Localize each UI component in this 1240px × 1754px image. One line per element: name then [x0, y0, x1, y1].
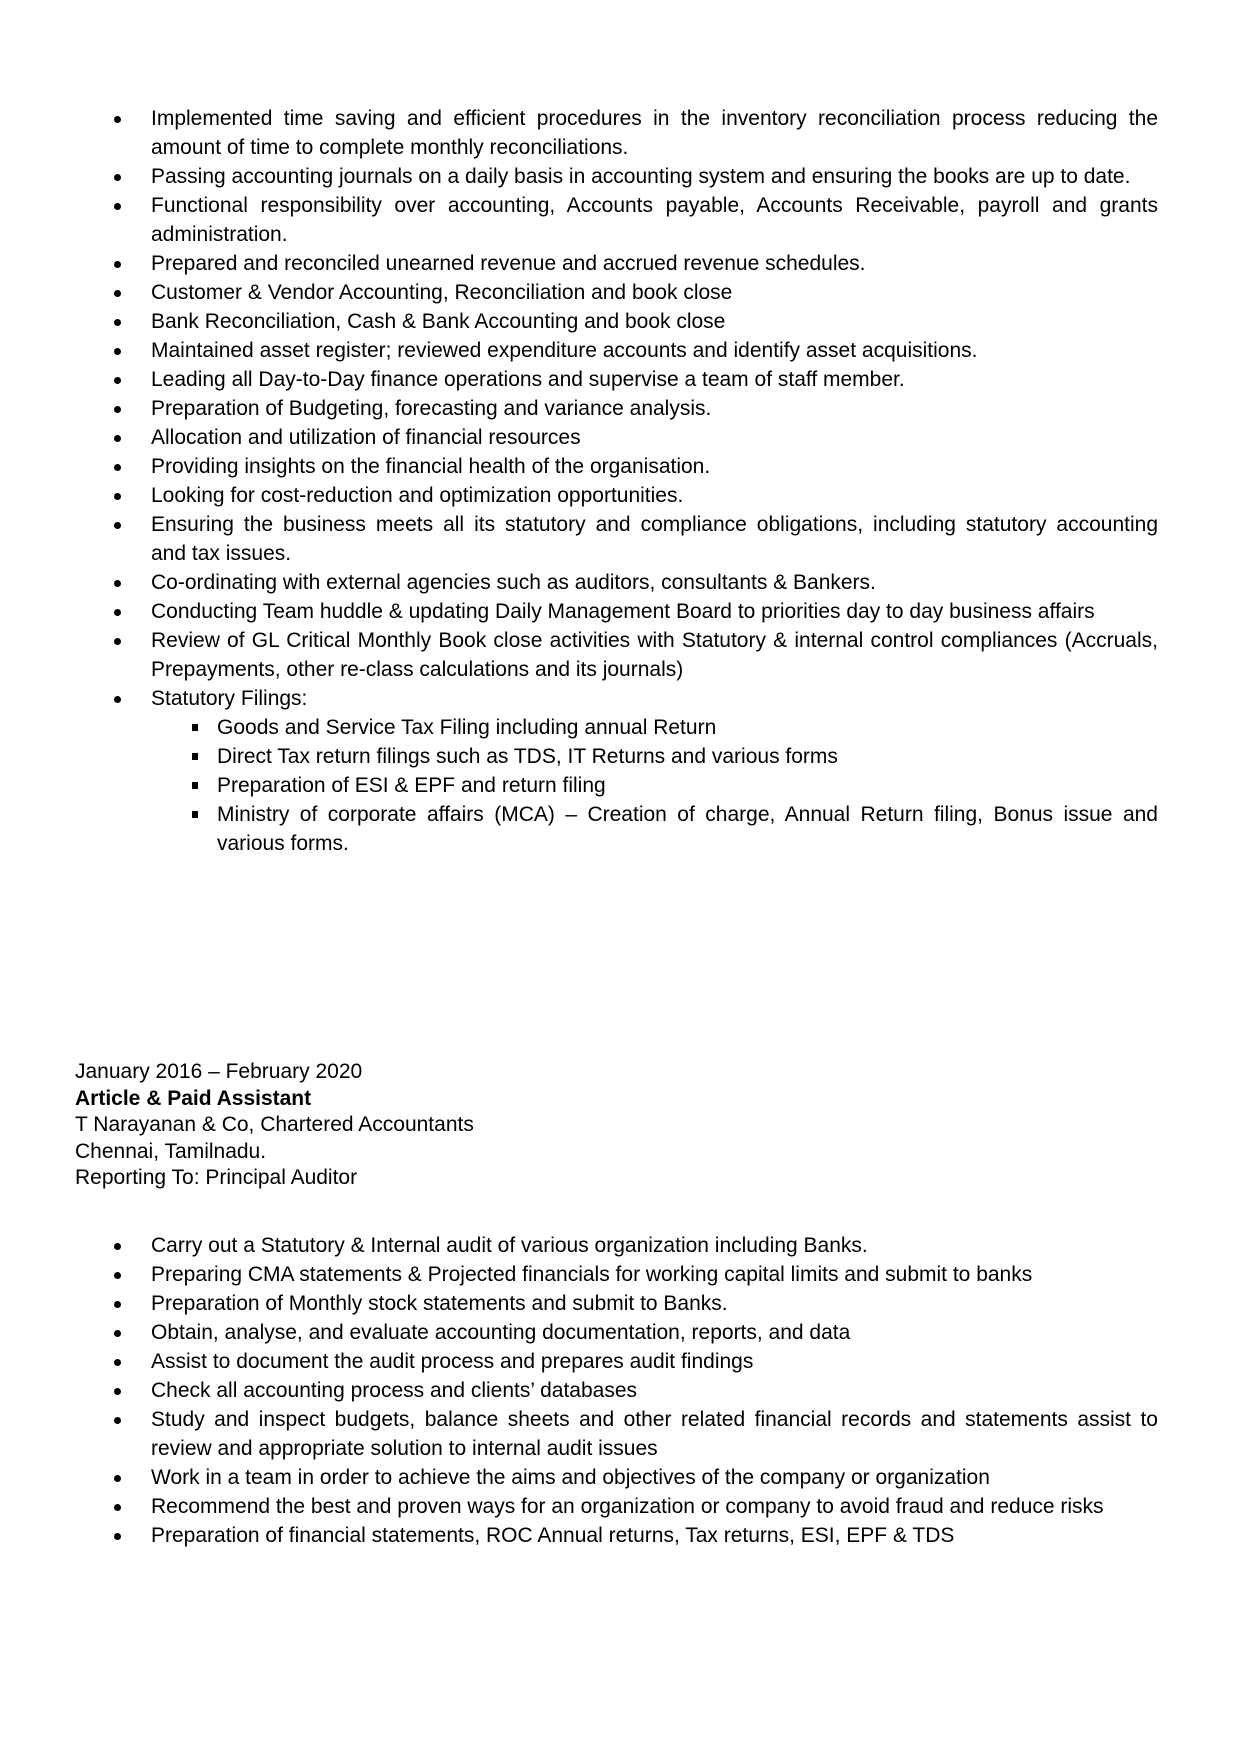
list-item-text: Providing insights on the financial health of the organisation. [151, 455, 711, 478]
list-item-text: Preparing CMA statements & Projected financials for working capital limits and submit to banks [151, 1263, 1033, 1286]
bullet-icon [114, 1388, 121, 1395]
list-item-text: Study and inspect budgets, balance sheets and other related financial records and statements assist to review and appropriate solution to internal audit issues [151, 1408, 1158, 1460]
list-item-text: Allocation and utilization of financial resources [151, 426, 581, 449]
sublist-item [110, 771, 1158, 800]
bullet-icon [114, 696, 121, 703]
list-item [110, 568, 1158, 597]
list-item [110, 423, 1158, 452]
list-item-text: Recommend the best and proven ways for an organization or company to avoid fraud and reduce risks [151, 1495, 1104, 1518]
sublist-item-text: Ministry of corporate affairs (MCA) – Creation of charge, Annual Return filing, Bonus issue and various forms. [217, 803, 1158, 855]
list-item-text: Implemented time saving and efficient procedures in the inventory reconciliation process reducing the amount of time to complete monthly reconciliations. [151, 107, 1158, 159]
list-item [110, 1376, 1158, 1405]
job-period: January 2016 – February 2020 [75, 1060, 363, 1083]
list-item-text: Check all accounting process and clients’ databases [151, 1379, 638, 1402]
list-item [110, 510, 1176, 568]
list-item-text: Carry out a Statutory & Internal audit of various organization including Banks. [151, 1234, 868, 1257]
list-item [110, 626, 1158, 684]
list-item [110, 1318, 1158, 1347]
sublist-item-text: Preparation of ESI & EPF and return filing [217, 774, 606, 797]
square-bullet-icon [192, 811, 198, 818]
list-item [110, 191, 1158, 249]
bullet-icon [114, 435, 121, 442]
list-item-text: Leading all Day-to-Day finance operations and supervise a team of staff member. [151, 368, 905, 391]
list-item [110, 394, 1158, 423]
bullet-icon [114, 174, 121, 181]
list-item-text: Maintained asset register; reviewed expenditure accounts and identify asset acquisitions. [151, 339, 978, 362]
sublist-item [110, 713, 1158, 742]
job-company: T Narayanan & Co, Chartered Accountants [75, 1113, 474, 1136]
bullet-icon [114, 580, 121, 587]
list-item [110, 104, 1158, 162]
list-item [110, 1463, 1158, 1492]
bullet-icon [114, 1330, 121, 1337]
bullet-icon [114, 1359, 121, 1366]
list-item-text: Assist to document the audit process and prepares audit findings [151, 1350, 754, 1373]
bullet-icon [114, 1417, 121, 1424]
bullet-icon [114, 377, 121, 384]
list-item-text: Preparation of financial statements, ROC Annual returns, Tax returns, ESI, EPF & TDS [151, 1524, 955, 1547]
job-header [75, 1059, 474, 1192]
bullet-icon [114, 261, 121, 268]
bullet-icon [114, 464, 121, 471]
list-item-text: Conducting Team huddle & updating Daily Management Board to priorities day to day business affairs [151, 600, 1095, 623]
bullet-icon [114, 522, 121, 529]
bullet-icon [114, 348, 121, 355]
bullet-icon [114, 609, 121, 616]
statutory-filings-sublist [110, 713, 1158, 858]
bullet-icon [114, 116, 121, 123]
sublist-item [110, 800, 1158, 858]
list-item-text: Bank Reconciliation, Cash & Bank Accounting and book close [151, 310, 726, 333]
square-bullet-icon [192, 724, 198, 731]
list-item-text: Preparation of Monthly stock statements and submit to Banks. [151, 1292, 728, 1315]
list-item-text: Work in a team in order to achieve the aims and objectives of the company or organization [151, 1466, 990, 1489]
list-item [110, 1347, 1158, 1376]
list-item-text: Obtain, analyse, and evaluate accounting documentation, reports, and data [151, 1321, 851, 1344]
list-item [110, 307, 1158, 336]
list-item-text: Functional responsibility over accounting, Accounts payable, Accounts Receivable, payroll and grants administration. [151, 194, 1158, 246]
list-item-text: Preparation of Budgeting, forecasting and variance analysis. [151, 397, 712, 420]
list-item [110, 365, 1158, 394]
list-item-text: Review of GL Critical Monthly Book close activities with Statutory & internal control compliances (Accruals, Prepayments, other re-class calculations and its journals) [151, 629, 1158, 681]
list-item [110, 1260, 1158, 1289]
bullet-icon [114, 319, 121, 326]
bullet-icon [114, 406, 121, 413]
list-item [110, 336, 1158, 365]
bullet-icon [114, 1504, 121, 1511]
list-item [110, 1492, 1158, 1521]
list-item [110, 249, 1158, 278]
list-item [110, 597, 1158, 626]
job-reporting-to: Reporting To: Principal Auditor [75, 1166, 358, 1189]
bullet-icon [114, 1272, 121, 1279]
bullet-icon [114, 1533, 121, 1540]
list-item-text: Looking for cost-reduction and optimization opportunities. [151, 484, 684, 507]
sublist-item-text: Direct Tax return filings such as TDS, IT Returns and various forms [217, 745, 838, 768]
list-item-text: Co-ordinating with external agencies such as auditors, consultants & Bankers. [151, 571, 876, 594]
list-item-text: Ensuring the business meets all its statutory and compliance obligations, including statutory accounting and tax issues. [151, 513, 1176, 565]
list-item [110, 481, 1158, 510]
list-item-statutory-filings [110, 684, 1158, 858]
list-item [110, 452, 1158, 481]
bullet-icon [114, 1243, 121, 1250]
bullet-icon [114, 203, 121, 210]
responsibilities-list [110, 104, 1176, 858]
list-item [110, 162, 1158, 191]
job-title: Article & Paid Assistant [75, 1086, 312, 1110]
list-item [110, 1405, 1158, 1463]
bullet-icon [114, 493, 121, 500]
list-item [110, 1521, 1158, 1550]
sublist-item-text: Goods and Service Tax Filing including annual Return [217, 716, 717, 739]
list-item-text: Statutory Filings: [151, 687, 308, 710]
bullet-icon [114, 1301, 121, 1308]
job-responsibilities-list [110, 1231, 1158, 1550]
list-item [110, 1289, 1158, 1318]
square-bullet-icon [192, 782, 198, 789]
list-item-text: Customer & Vendor Accounting, Reconciliation and book close [151, 281, 733, 304]
list-item [110, 1231, 1158, 1260]
sublist-item [110, 742, 1158, 771]
bullet-icon [114, 1475, 121, 1482]
job-location: Chennai, Tamilnadu. [75, 1139, 267, 1163]
list-item-text: Prepared and reconciled unearned revenue and accrued revenue schedules. [151, 252, 866, 275]
square-bullet-icon [192, 753, 198, 760]
list-item [110, 278, 1158, 307]
bullet-icon [114, 290, 121, 297]
list-item-text: Passing accounting journals on a daily basis in accounting system and ensuring the books are up to date. [151, 165, 1131, 188]
bullet-icon [114, 638, 121, 645]
